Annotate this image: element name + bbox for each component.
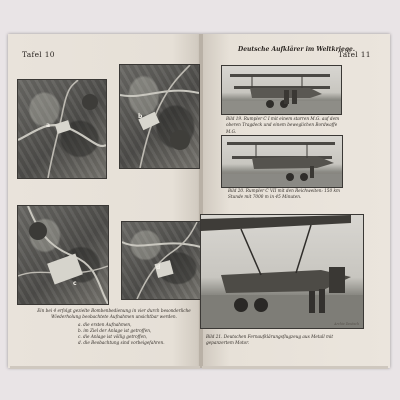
aerial-photo-a-roads [18,80,106,178]
left-plate-caption: Ein bei 4 erfolgt gezielte Bombenbedienung in vier durch besonderliche Wiederholung beobachtete Aufnahmen unsichtbar werden. [37,308,191,320]
biplane-photo-2 [221,135,343,188]
photo-a-label: a [46,122,51,129]
legend-item-c: c. die Anlage ist völlig getroffen, [78,334,148,340]
legend-item-d: d. die Beobachtung sind vorbeigefahren. [78,340,165,346]
biplane-1-drawing [222,66,341,114]
aerial-photo-c [17,205,109,305]
aerial-photo-a [17,79,107,179]
biplane-2-drawing [222,136,342,187]
monoplane-photo-3 [200,214,364,329]
figure-20-caption: Bild 20. Rumpler C VII mit den Reichweiten: 150 km Stunde mit 7000 m in 45 Minuten. [228,188,340,200]
aerial-photo-c-roads [18,206,108,304]
left-plate-label: Tafel 10 [22,50,55,59]
biplane-photo-1 [221,65,342,115]
legend-item-b: b. im Ziel der Anlage ist getroffen, [78,328,152,334]
right-page-edge [202,366,388,369]
figure-21-credit: Archiv Deutsch [334,322,359,326]
figure-19-caption: Bild 19. Rumpler C I mit einem starren M.G. auf dem oberen Tragdeck und einem beweglichen Bordwaffe M.G. [226,116,340,134]
aerial-photo-d [121,221,202,300]
left-page-edge [10,366,200,369]
left-plate-legend [78,322,193,346]
aerial-photo-b-roads [120,65,199,168]
figure-21-caption: Bild 21. Deutschen Fernaufklärungsflugzeug aus Metall mit gepanzertem Motor. [206,334,334,346]
photo-b-label: b [138,113,143,120]
right-plate-label: Tafel 11 [338,50,371,59]
monoplane-drawing [201,215,363,328]
aerial-photo-d-roads [122,222,201,299]
aerial-photo-b [119,64,200,169]
plate-header-title: Deutsche Aufklärer im Weltkriege. [238,46,355,53]
photo-c-label: c [73,280,77,287]
legend-item-a: a. die ersten Aufnahmen, [78,322,132,327]
photo-d-label: d [156,264,161,271]
